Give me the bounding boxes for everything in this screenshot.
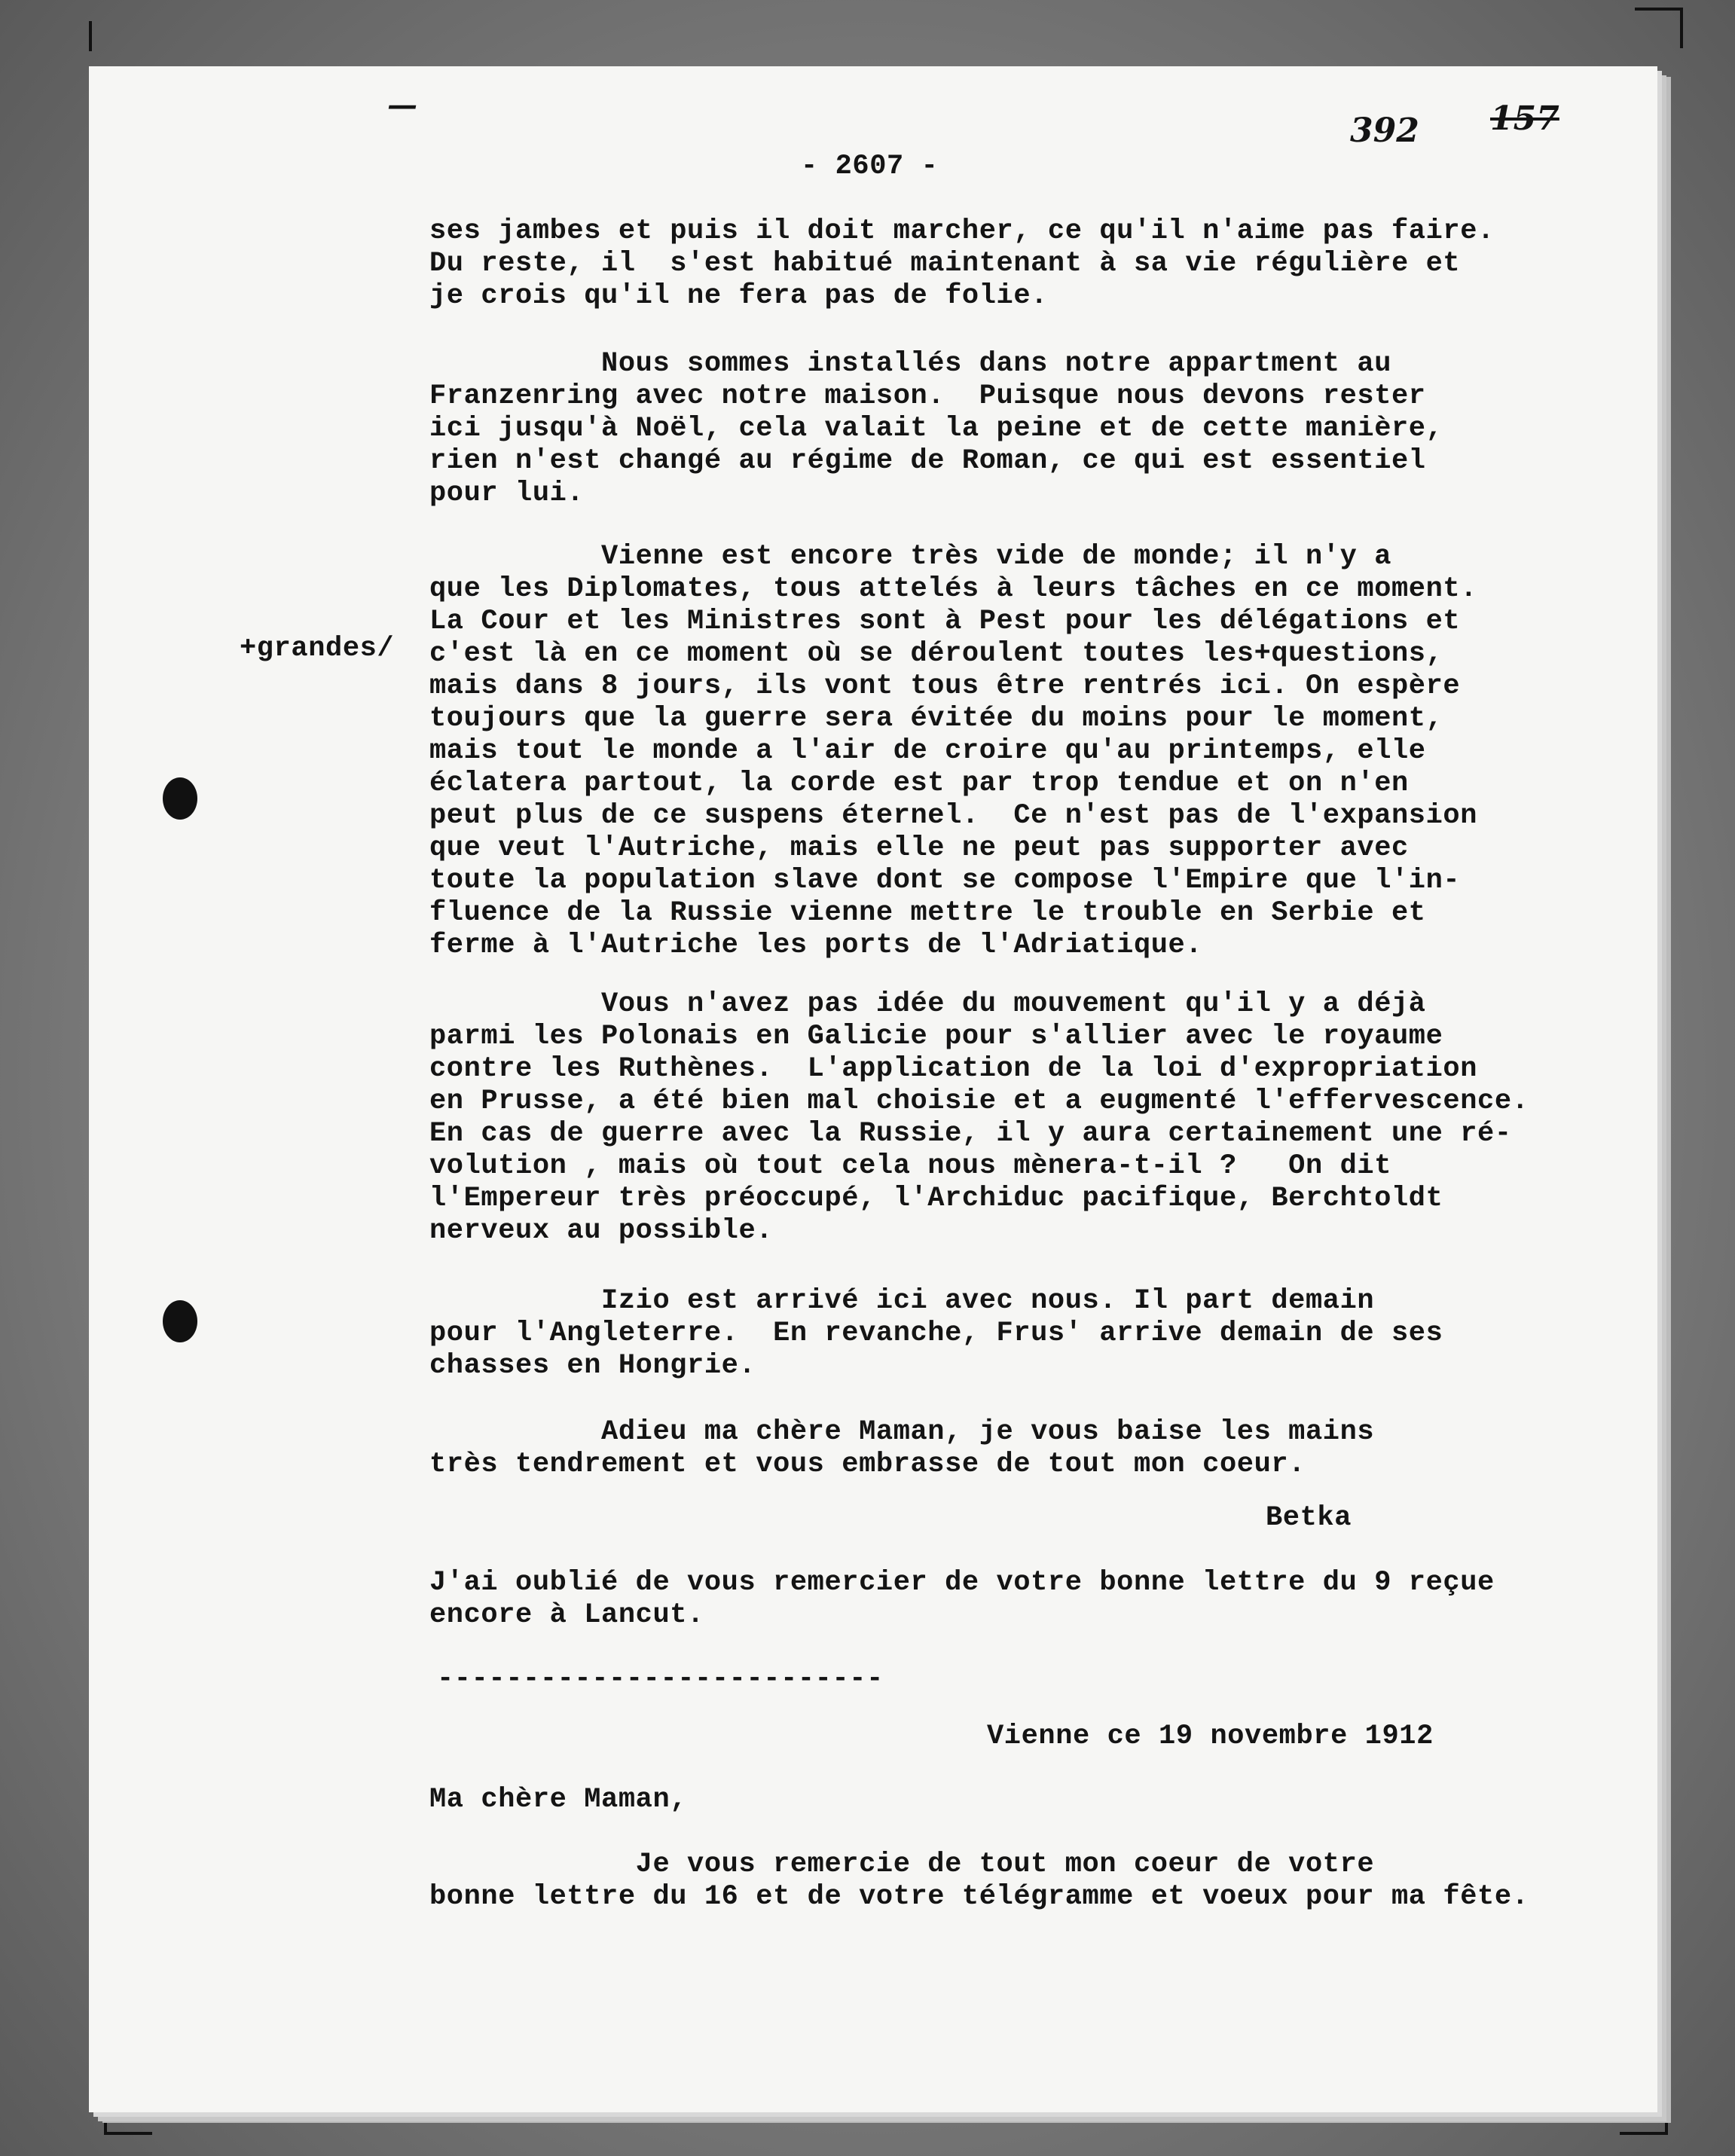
page-number: - 2607 - bbox=[801, 151, 939, 182]
body-line: pour lui. bbox=[429, 478, 585, 509]
body-line: Vous n'avez pas idée du mouvement qu'il y a déjà bbox=[429, 988, 1426, 1020]
body-line: très tendrement et vous embrasse de tout mon coeur. bbox=[429, 1449, 1306, 1480]
body-line: Franzenring avec notre maison. Puisque nous devons rester bbox=[429, 380, 1426, 412]
body-line: éclatera partout, la corde est par trop tendue et on n'en bbox=[429, 768, 1409, 799]
body-line: que les Diplomates, tous attelés à leurs tâches en ce moment. bbox=[429, 573, 1478, 605]
postscript-line: encore à Lancut. bbox=[429, 1599, 704, 1631]
body-line: mais dans 8 jours, ils vont tous être rentrés ici. On espère bbox=[429, 670, 1461, 702]
body-line: ici jusqu'à Noël, cela valait la peine et de cette manière, bbox=[429, 413, 1443, 444]
body-line: Vienne est encore très vide de monde; il n'y a bbox=[429, 541, 1392, 573]
folio-number: 392 bbox=[1350, 111, 1419, 150]
punch-hole-upper bbox=[163, 777, 197, 820]
opening-line: bonne lettre du 16 et de votre télégramme et voeux pour ma fête. bbox=[429, 1881, 1529, 1913]
body-line: je crois qu'il ne fera pas de folie. bbox=[429, 280, 1048, 312]
body-line: La Cour et les Ministres sont à Pest pour les délégations et bbox=[429, 606, 1461, 637]
body-line: contre les Ruthènes. L'application de la loi d'expropriation bbox=[429, 1053, 1478, 1085]
body-line: Nous sommes installés dans notre appartment au bbox=[429, 348, 1392, 380]
signature: Betka bbox=[1266, 1502, 1352, 1534]
margin-note: +grandes/ bbox=[240, 633, 395, 664]
body-line: toute la population slave dont se compose l'Empire que l'in- bbox=[429, 865, 1461, 896]
body-line: Izio est arrivé ici avec nous. Il part demain bbox=[429, 1285, 1375, 1317]
letter-page bbox=[89, 66, 1657, 2112]
body-line: En cas de guerre avec la Russie, il y aura certainement une ré- bbox=[429, 1118, 1512, 1150]
body-line: l'Empereur très préoccupé, l'Archiduc pacifique, Berchtoldt bbox=[429, 1183, 1443, 1214]
postscript-line: J'ai oublié de vous remercier de votre bonne lettre du 9 reçue bbox=[429, 1567, 1495, 1599]
body-line: en Prusse, a été bien mal choisie et a eugmenté l'effervescence. bbox=[429, 1086, 1529, 1117]
body-line: volution , mais où tout cela nous mènera-t-il ? On dit bbox=[429, 1150, 1392, 1182]
opening-line: Je vous remercie de tout mon coeur de votre bbox=[429, 1849, 1375, 1880]
folio-number-struck: 157 bbox=[1490, 99, 1559, 138]
separator-line: -------------------------- bbox=[437, 1663, 884, 1695]
body-line: ses jambes et puis il doit marcher, ce qu'il n'aime pas faire. bbox=[429, 215, 1495, 247]
crop-mark-top-left bbox=[89, 21, 137, 51]
body-line: ferme à l'Autriche les ports de l'Adriatique. bbox=[429, 930, 1203, 961]
body-line: que veut l'Autriche, mais elle ne peut pas supporter avec bbox=[429, 832, 1409, 864]
punch-hole-lower bbox=[163, 1300, 197, 1342]
body-line: nerveux au possible. bbox=[429, 1215, 774, 1247]
stray-mark: — bbox=[387, 87, 417, 123]
body-line: mais tout le monde a l'air de croire qu'au printemps, elle bbox=[429, 735, 1426, 767]
body-line: peut plus de ce suspens éternel. Ce n'est pas de l'expansion bbox=[429, 800, 1478, 832]
body-line: pour l'Angleterre. En revanche, Frus' arrive demain de ses bbox=[429, 1318, 1443, 1349]
crop-mark-top-right bbox=[1635, 8, 1683, 48]
body-line: rien n'est changé au régime de Roman, ce qui est essentiel bbox=[429, 445, 1426, 477]
next-letter-date: Vienne ce 19 novembre 1912 bbox=[987, 1721, 1434, 1752]
body-line: c'est là en ce moment où se déroulent toutes les+questions, bbox=[429, 638, 1443, 670]
body-line: fluence de la Russie vienne mettre le trouble en Serbie et bbox=[429, 897, 1426, 929]
next-letter-salutation: Ma chère Maman, bbox=[429, 1784, 688, 1815]
body-line: toujours que la guerre sera évitée du moins pour le moment, bbox=[429, 703, 1443, 734]
body-line: Du reste, il s'est habitué maintenant à sa vie régulière et bbox=[429, 248, 1461, 279]
body-line: chasses en Hongrie. bbox=[429, 1350, 756, 1382]
body-line: Adieu ma chère Maman, je vous baise les mains bbox=[429, 1416, 1375, 1448]
body-line: parmi les Polonais en Galicie pour s'allier avec le royaume bbox=[429, 1021, 1443, 1052]
